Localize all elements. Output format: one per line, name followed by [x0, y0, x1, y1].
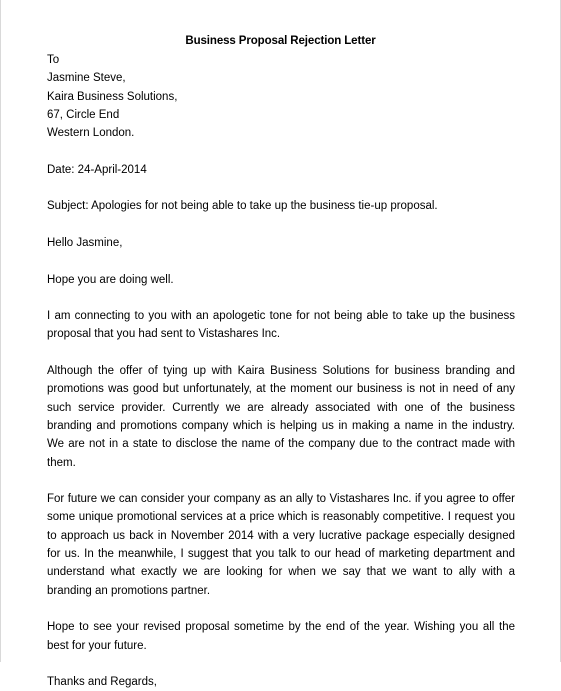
paragraph-2: I am connecting to you with an apologetic tone for not being able to take up the business proposal that you had sent to Vistashares Inc. — [47, 310, 515, 341]
recipient-city: Western London. — [47, 127, 135, 140]
page-border-left — [0, 0, 1, 662]
paragraph-1: Hope you are doing well. — [47, 273, 174, 286]
paragraph-5: Hope to see your revised proposal sometime by the end of the year. Wishing you all the best for your future. — [47, 621, 515, 652]
paragraph-4: For future we can consider your company as an ally to Vistashares Inc. if you agree to offer some unique promotional services at a price which is reasonably competitive. I request you to approach us back in November 2014 with a very lucrative package especially designed for us. In the meanwhile, I suggest that you talk to our head of marketing department and understand what exactly we are looking for when we say that we want to ally with a branding an promotions partner. — [47, 493, 515, 597]
recipient-name: Jasmine Steve, — [47, 72, 126, 85]
letter-body — [47, 51, 515, 691]
letter-title: Business Proposal Rejection Letter — [185, 35, 376, 47]
letter-closing: Thanks and Regards, — [47, 676, 157, 689]
letter-greeting: Hello Jasmine, — [47, 236, 123, 249]
letter-subject: Subject: Apologies for not being able to take up the business tie-up proposal. — [47, 200, 438, 213]
recipient-company: Kaira Business Solutions, — [47, 90, 178, 103]
recipient-street: 67, Circle End — [47, 108, 120, 121]
letter-date: Date: 24-April-2014 — [47, 163, 147, 176]
address-to: To — [47, 54, 60, 66]
paragraph-3: Although the offer of tying up with Kaira Business Solutions for business branding and promotions was good but unfortunately, at the moment our business is not in need of any such service provider. Currently we are already associated with one of the business branding and promotions company which is helping us in making a name in the industry. We are not in a state to disclose the name of the company due to the contract made with them. — [47, 365, 515, 469]
